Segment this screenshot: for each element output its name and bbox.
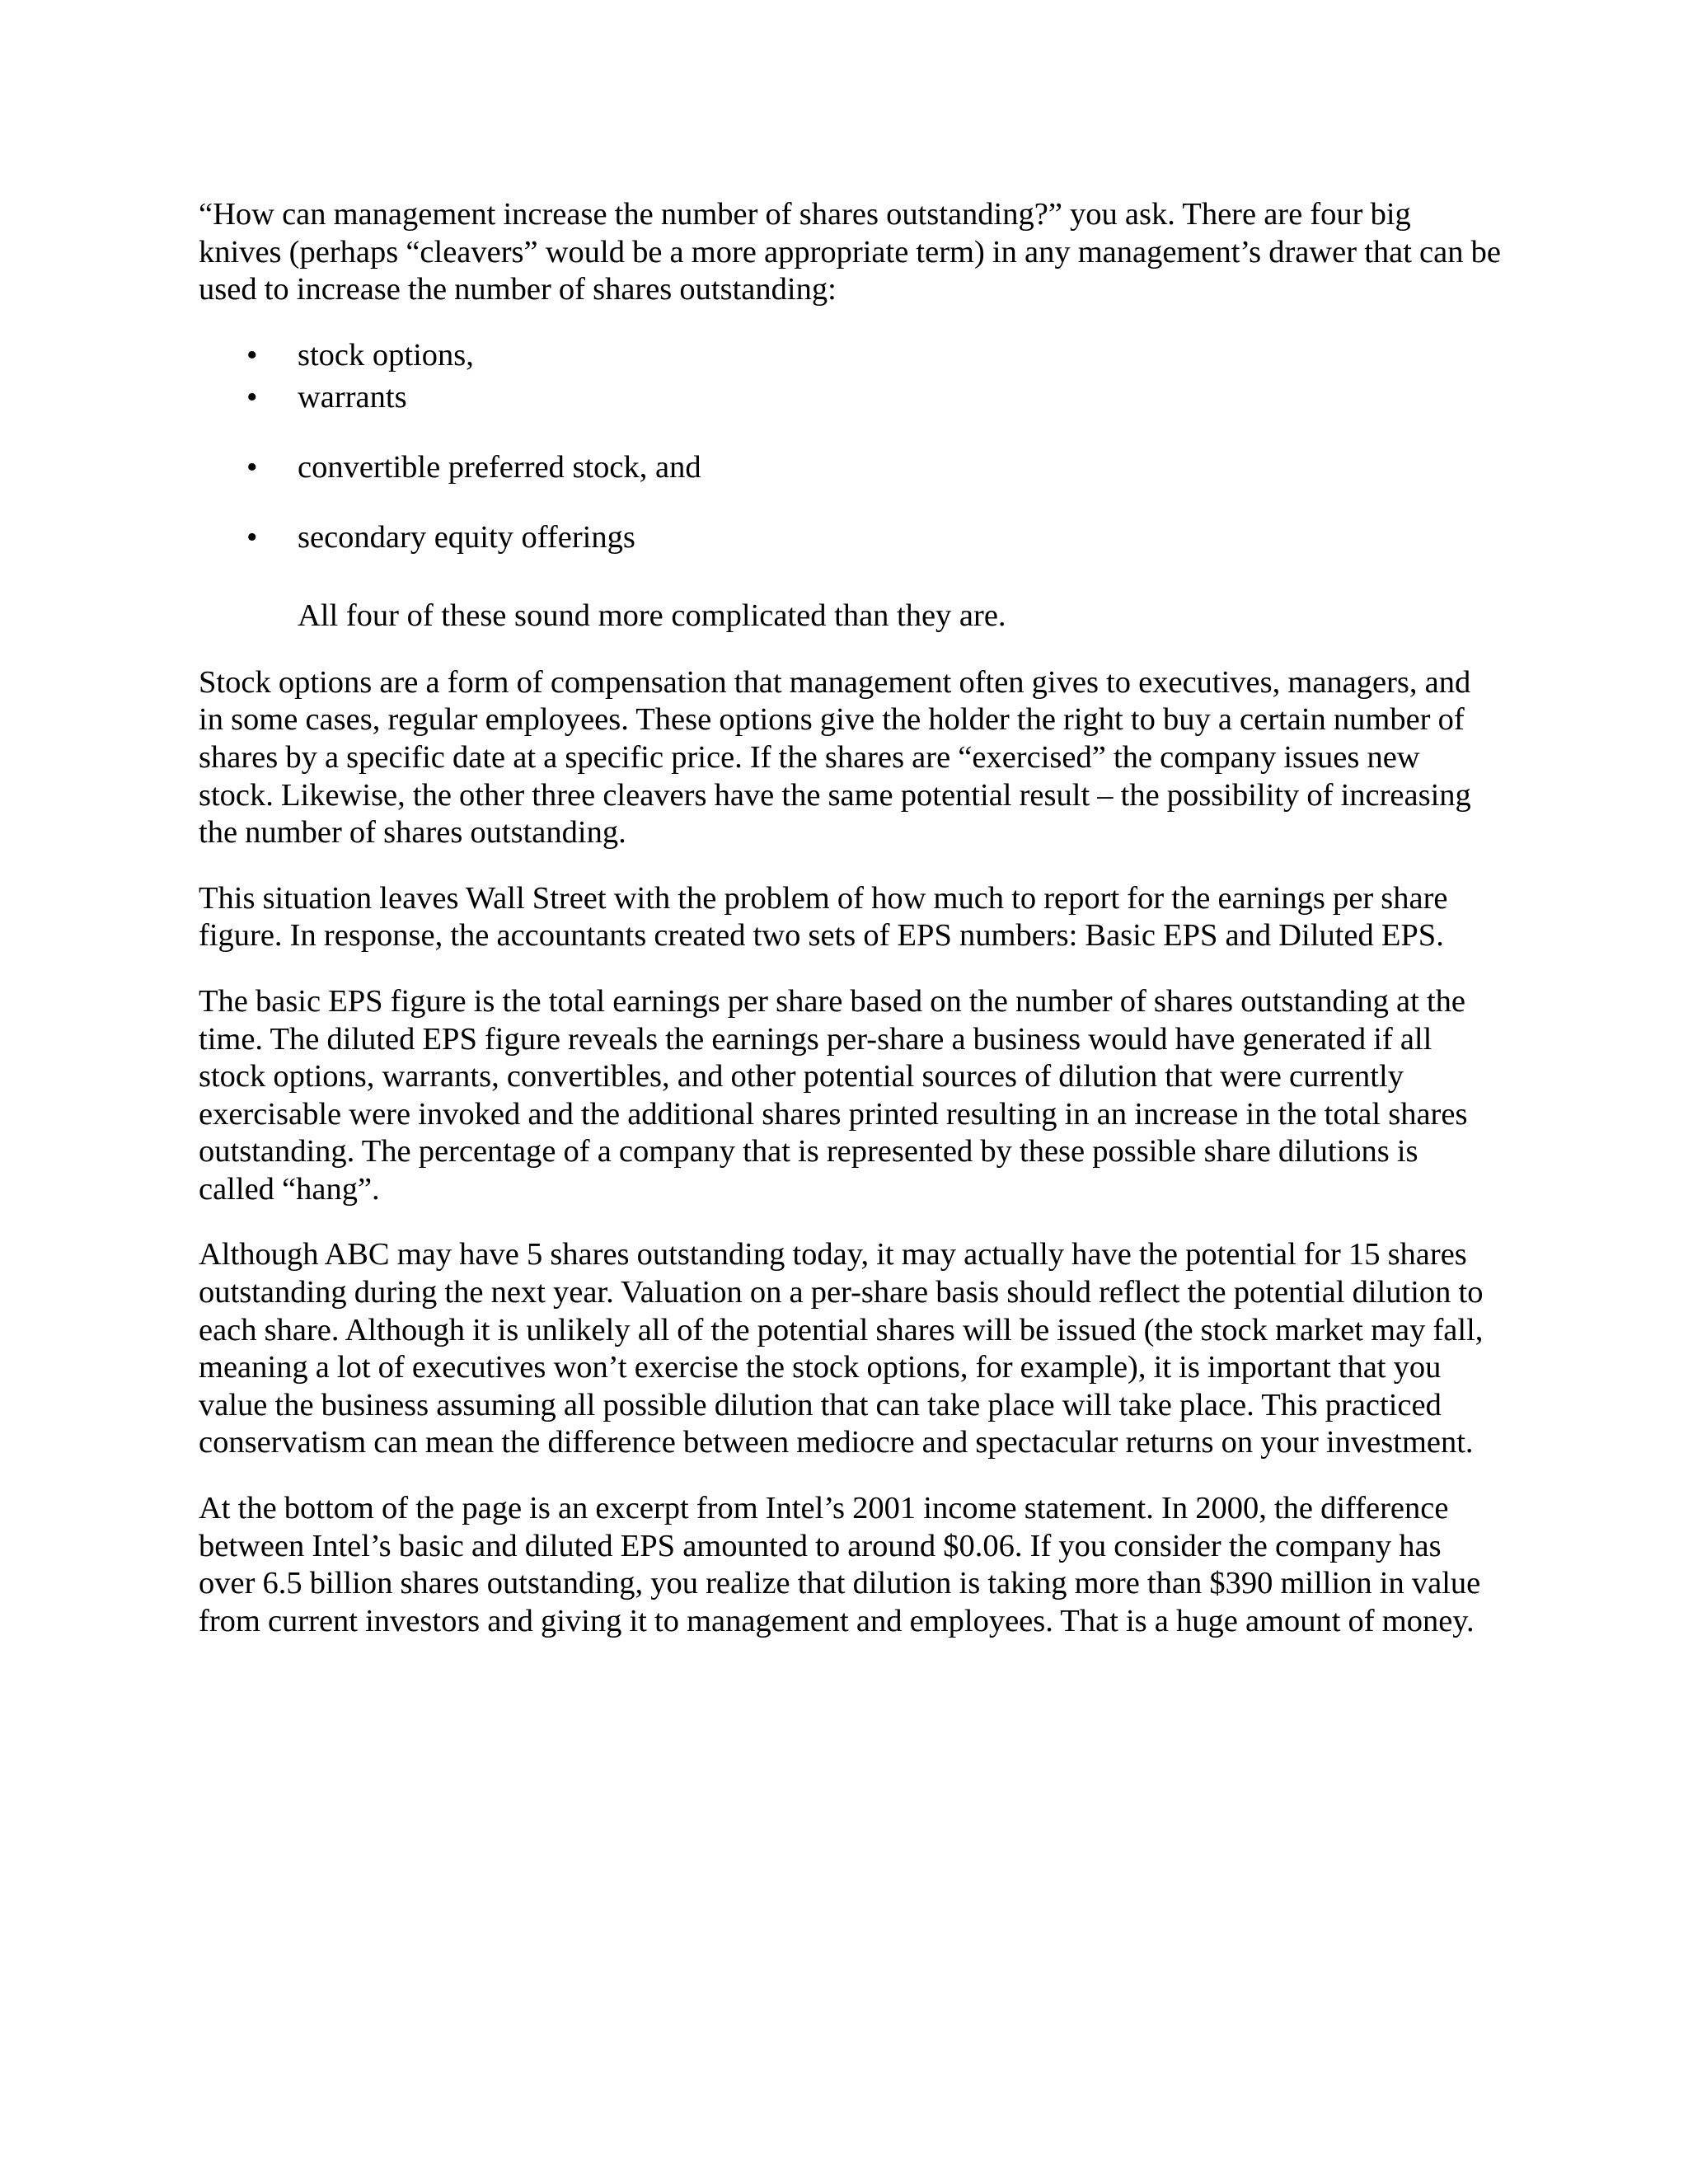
bullet-icon: • bbox=[246, 449, 258, 485]
document-page bbox=[199, 196, 1501, 1668]
eps-definition-paragraph: The basic EPS figure is the total earnings per share based on the number of shares outstanding at the time. The diluted EPS figure reveals the earnings per-share a business would have generated if all stock options, warrants, convertibles, and other potential sources of dilution that were currently exercisable were invoked and the additional shares printed resulting in an increase in the total shares outstanding. The percentage of a company that is represented by these possible share dilutions is called “hang”. bbox=[199, 983, 1468, 1207]
list-item-text: convertible preferred stock, and bbox=[298, 449, 701, 485]
bullet-icon: • bbox=[246, 337, 258, 373]
abc-example-paragraph: Although ABC may have 5 shares outstanding today, it may actually have the potential for 15 shares outstanding during the next year. Valuation on a per-share basis should reflect the potential dilution to each share. Although it is unlikely all of the potential shares will be issued (the stock market may fall, meaning a lot of executives won’t exercise the stock options, for example), it is important that you value the business assuming all possible dilution that can take place will take place. This practiced conservatism can mean the difference between mediocre and spectacular returns on your investment. bbox=[199, 1237, 1484, 1460]
intel-example-paragraph: At the bottom of the page is an excerpt from Intel’s 2001 income statement. In 2000, the difference between Intel’s basic and diluted EPS amounted to around $0.06. If you consider the company has over 6.5 billion shares outstanding, you realize that dilution is taking more than $390 million in value from current investors and giving it to management and employees. That is a huge amount of money. bbox=[199, 1491, 1481, 1638]
list-item-text: secondary equity offerings bbox=[298, 519, 635, 555]
intro-paragraph: “How can management increase the number of shares outstanding?” you ask. There are four big knives (perhaps “cleavers” would be a more appropriate term) in any management’s drawer that can be used to increase the number of shares outstanding: bbox=[199, 197, 1501, 307]
list-item bbox=[199, 379, 1501, 417]
list-item bbox=[199, 337, 1501, 375]
indented-note: All four of these sound more complicated than they are. bbox=[298, 598, 1006, 634]
list-item-text: stock options, bbox=[298, 337, 474, 373]
wall-street-paragraph: This situation leaves Wall Street with the problem of how much to report for the earnings per share figure. In response, the accountants created two sets of EPS numbers: Basic EPS and Diluted EPS. bbox=[199, 880, 1448, 954]
bullet-icon: • bbox=[246, 519, 258, 555]
stock-options-paragraph: Stock options are a form of compensation that management often gives to executives, managers, and in some cases, regular employees. These options give the holder the right to buy a certain number of shares by a specific date at a specific price. If the shares are “exercised” the company issues new stock. Likewise, the other three cleavers have the same potential result – the possibility of increasing the number of shares outstanding. bbox=[199, 664, 1471, 851]
bullet-icon: • bbox=[246, 380, 258, 415]
list-item bbox=[199, 449, 1501, 487]
list-item-text: warrants bbox=[298, 380, 407, 415]
dilution-methods-list bbox=[199, 337, 1501, 556]
list-item bbox=[199, 519, 1501, 557]
